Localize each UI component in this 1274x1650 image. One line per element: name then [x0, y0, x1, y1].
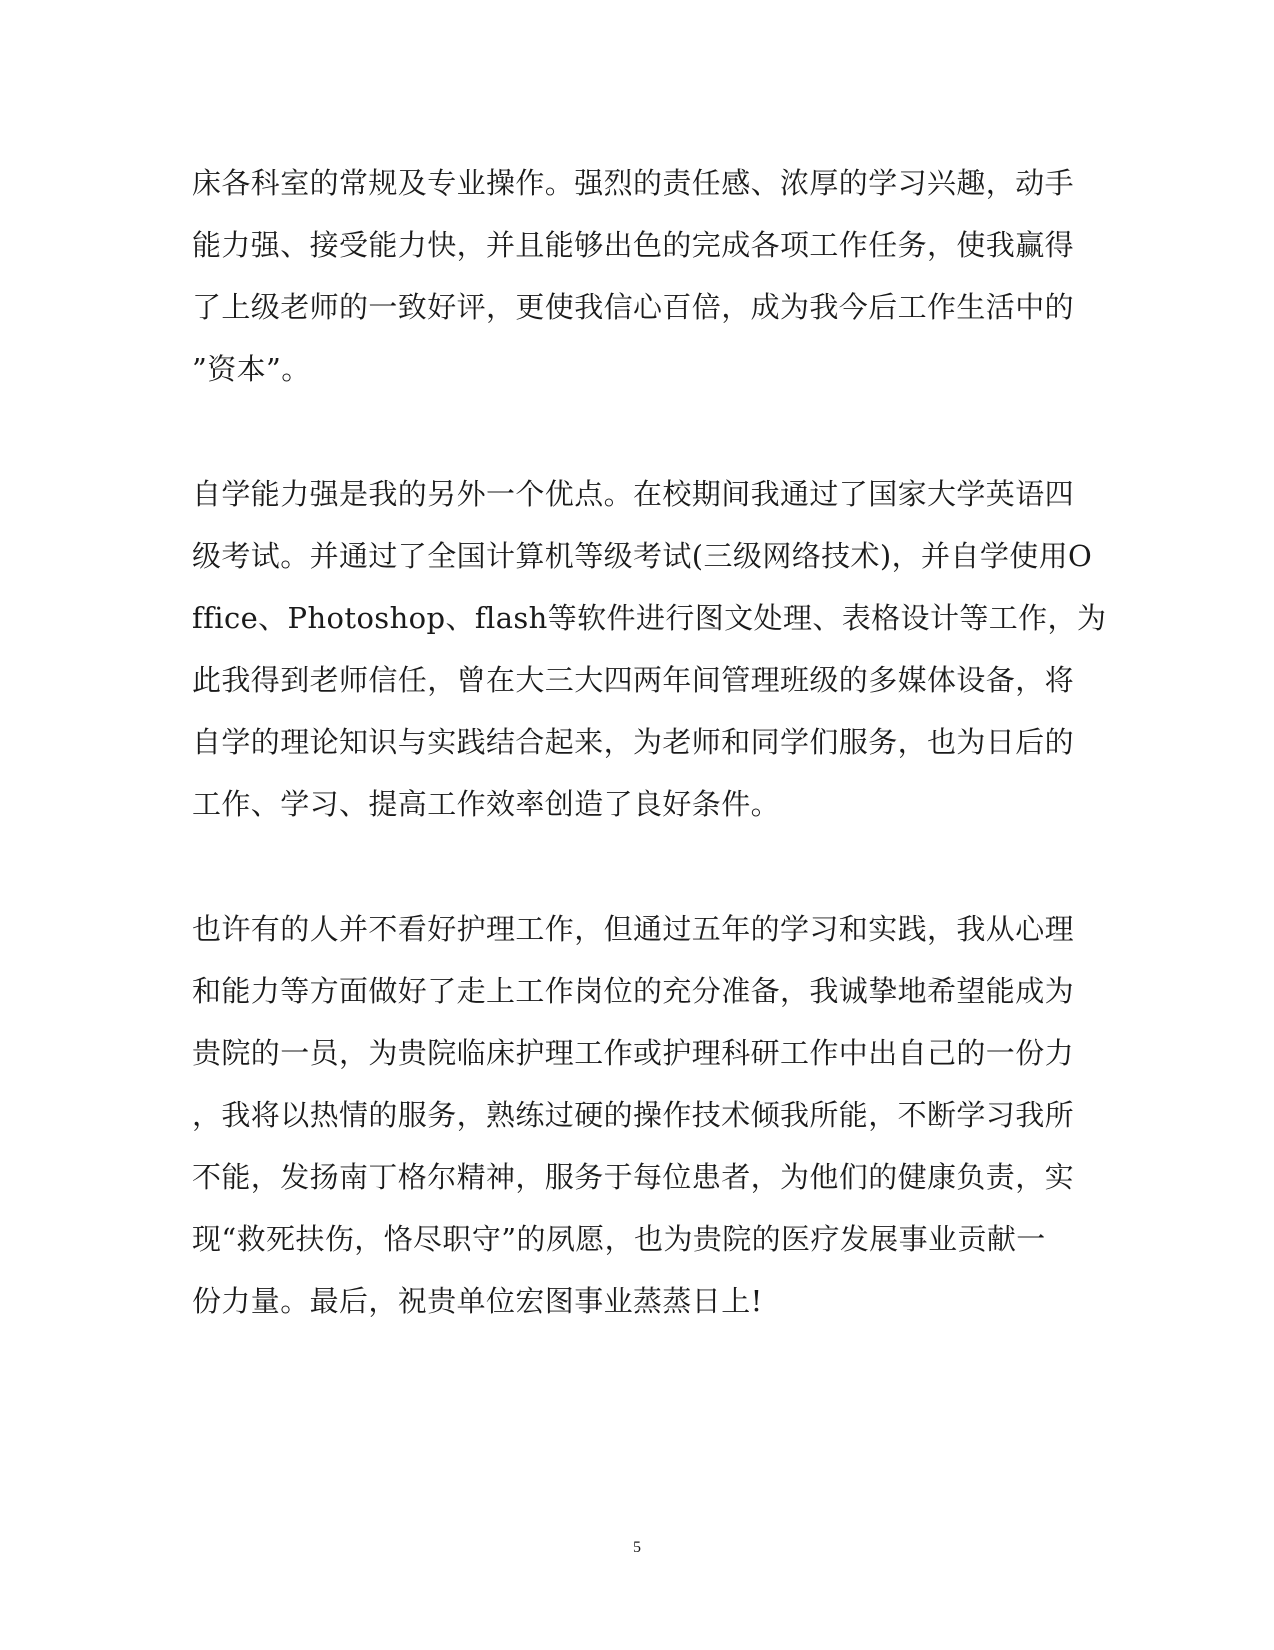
- text-line: 工作、学习、提高工作效率创造了良好条件。: [192, 787, 781, 821]
- text-line: 自学的理论知识与实践结合起来，为老师和同学们服务，也为日后的: [192, 725, 1075, 759]
- text-line: 不能，发扬南丁格尔精神，服务于每位患者，为他们的健康负责，实: [192, 1160, 1075, 1194]
- text-line: 了上级老师的一致好评，更使我信心百倍，成为我今后工作生活中的: [192, 290, 1075, 324]
- text-line: 自学能力强是我的另外一个优点。在校期间我通过了国家大学英语四: [192, 477, 1075, 511]
- text-line: ”资本”。: [192, 352, 311, 386]
- text-line: 贵院的一员，为贵院临床护理工作或护理科研工作中出自己的一份力: [192, 1036, 1075, 1070]
- text-line: 也许有的人并不看好护理工作，但通过五年的学习和实践，我从心理: [192, 912, 1075, 946]
- text-line: ffice、Photoshop、flash等软件进行图文处理、表格设计等工作，为: [192, 601, 1107, 635]
- text-line: 现“救死扶伤，恪尽职守”的夙愿，也为贵院的医疗发展事业贡献一: [192, 1222, 1046, 1256]
- text-line: 能力强、接受能力快，并且能够出色的完成各项工作任务，使我赢得: [192, 228, 1075, 262]
- text-line: 和能力等方面做好了走上工作岗位的充分准备，我诚挚地希望能成为: [192, 974, 1075, 1008]
- text-line: 床各科室的常规及专业操作。强烈的责任感、浓厚的学习兴趣，动手: [192, 166, 1075, 200]
- page-number: 5: [633, 1539, 641, 1556]
- text-line: ，我将以热情的服务，熟练过硬的操作技术倾我所能，不断学习我所: [192, 1098, 1075, 1132]
- text-line: 份力量。最后，祝贵单位宏图事业蒸蒸日上!: [192, 1284, 763, 1318]
- text-line: 级考试。并通过了全国计算机等级考试(三级网络技术)，并自学使用O: [192, 539, 1093, 573]
- text-line: 此我得到老师信任，曾在大三大四两年间管理班级的多媒体设备，将: [192, 663, 1075, 697]
